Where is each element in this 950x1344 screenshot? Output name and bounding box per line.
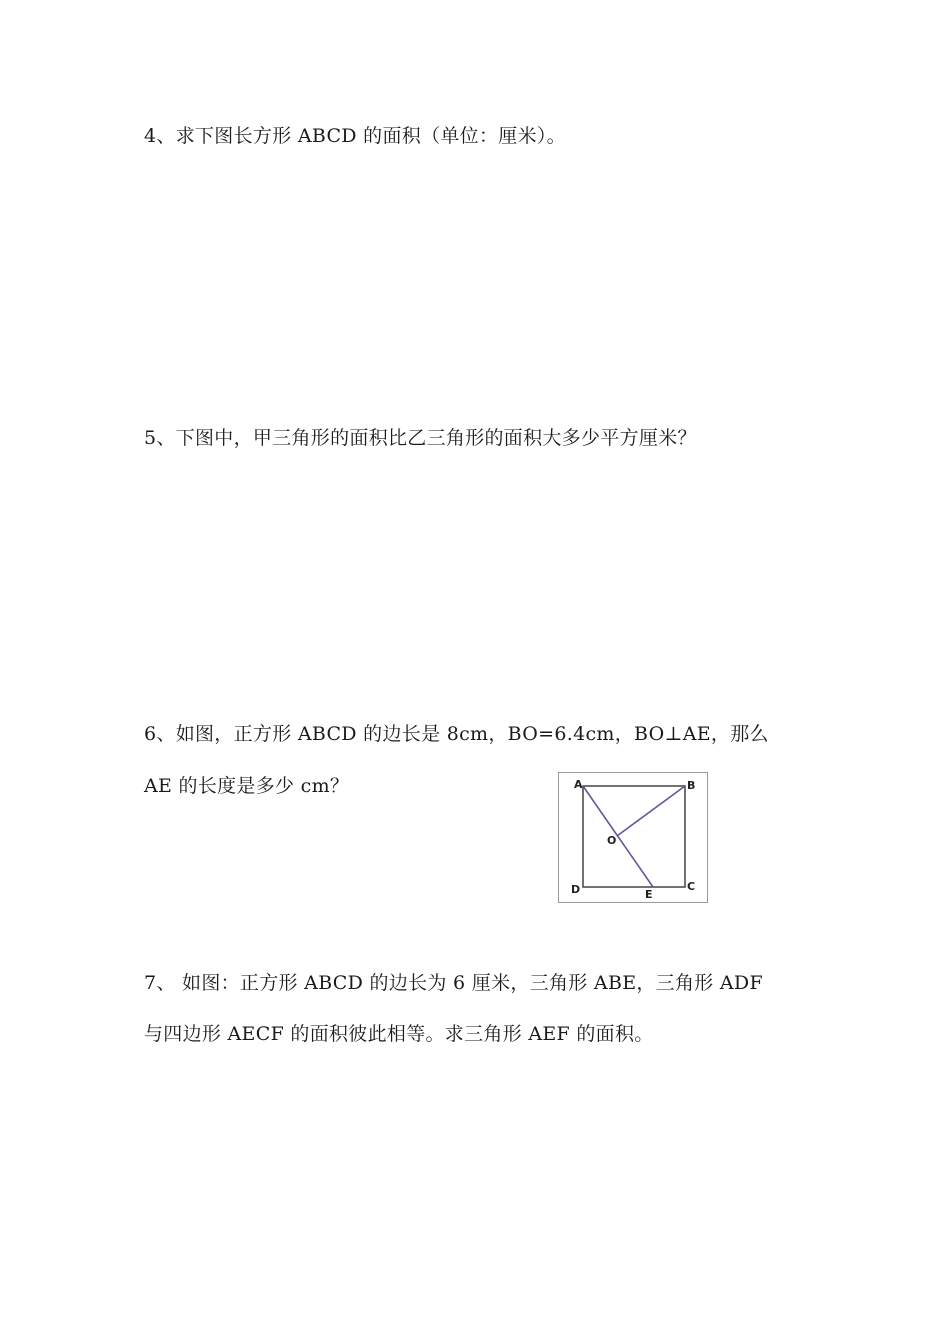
question-4-text: 4、求下图长方形 ABCD 的面积（单位：厘米）。 [144, 125, 566, 147]
label-a: A [574, 778, 583, 791]
label-d: D [571, 883, 581, 896]
question-6-text-line-1: 6、如图，正方形 ABCD 的边长是 8cm，BO=6.4cm，BO⊥AE，那么 [144, 723, 769, 745]
question-5-text: 5、下图中，甲三角形的面积比乙三角形的面积大多少平方厘米？ [144, 427, 697, 449]
question-7-text-line-2: 与四边形 AECF 的面积彼此相等。求三角形 AEF 的面积。 [144, 1023, 654, 1045]
label-e: E [645, 888, 653, 901]
label-b: B [687, 779, 696, 792]
label-o: O [607, 834, 617, 847]
label-c: C [687, 880, 696, 893]
question-7-text-line-1: 7、 如图：正方形 ABCD 的边长为 6 厘米，三角形 ABE，三角形 ADF [144, 972, 763, 994]
square-abcd-figure [558, 772, 708, 903]
geometry-diagram [558, 772, 708, 903]
question-6-text-line-2: AE 的长度是多少 cm？ [144, 775, 350, 797]
